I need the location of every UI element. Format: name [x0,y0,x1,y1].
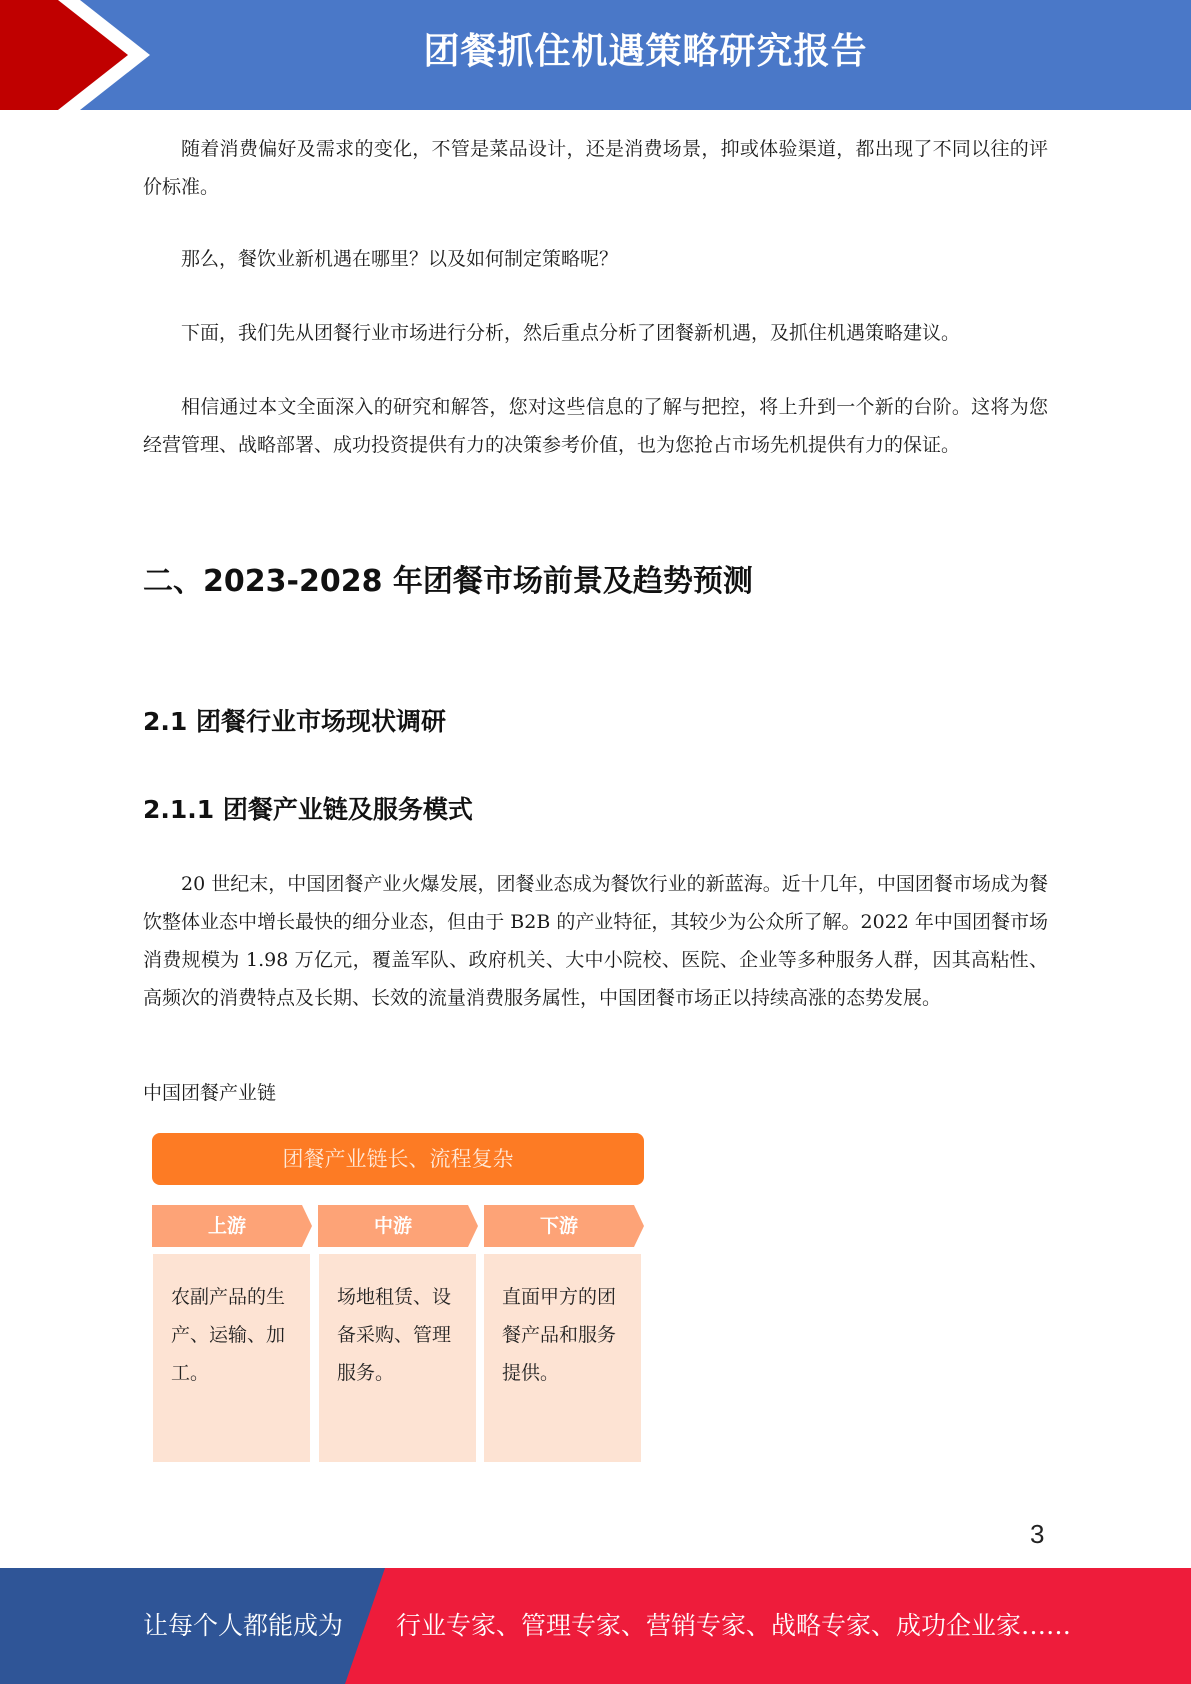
stage-description-downstream: 直面甲方的团餐产品和服务提供。 [484,1254,641,1462]
page-number: 3 [1030,1519,1045,1549]
intro-paragraph: 那么，餐饮业新机遇在哪里？以及如何制定策略呢？ [181,248,619,270]
footer-slogan-left: 让每个人都能成为 [143,1611,344,1640]
stage-tab-downstream [484,1205,644,1247]
intro-paragraph: 下面，我们先从团餐行业市场进行分析，然后重点分析了团餐新机遇，及抓住机遇策略建议。 [181,322,961,344]
stage-label: 中游 [373,1215,412,1237]
intro-paragraph: 随着消费偏好及需求的变化，不管是菜品设计，还是消费场景，抑或体验渠道，都出现了不同以往的评价标准。 [143,138,1048,198]
section-heading: 二、2023-2028 年团餐市场前景及趋势预测 [143,564,753,599]
section-paragraph: 20 世纪末，中国团餐产业火爆发展，团餐业态成为餐饮行业的新蓝海。近十几年，中国团餐市场成为餐饮整体业态中增长最快的细分业态，但由于 B2B 的产业特征，其较少为公众所了解。2022 年中国团餐市场消费规模为 1.98 万亿元，覆盖军队、政府机关、大中小院校、医院、企业等多种服务人群，因其高粘性、高频次的消费特点及长期、长效的流量消费服务属性，中国团餐市场正以持续高涨的态势发展。 [143,873,1048,1009]
stage-label: 下游 [539,1215,578,1237]
stage-label: 上游 [207,1215,246,1237]
stage-description-upstream: 农副产品的生产、运输、加工。 [153,1254,310,1462]
intro-text [143,130,1048,464]
diagram-banner: 团餐产业链长、流程复杂 [152,1133,644,1185]
page-footer [0,1568,1191,1684]
figure-caption: 中国团餐产业链 [143,1082,277,1104]
intro-paragraph: 相信通过本文全面深入的研究和解答，您对这些信息的了解与把控，将上升到一个新的台阶。这将为您经营管理、战略部署、成功投资提供有力的决策参考价值，也为您抢占市场先机提供有力的保证。 [143,396,1048,456]
stage-tab-upstream [152,1205,312,1247]
section-body [143,865,1048,1017]
footer-slogan-right: 行业专家、管理专家、营销专家、战略专家、成功企业家…… [396,1611,1072,1640]
subsection-heading: 2.1 团餐行业市场现状调研 [143,707,446,736]
stage-tab-midstream [318,1205,478,1247]
page-header [0,0,1191,110]
subsubsection-heading: 2.1.1 团餐产业链及服务模式 [143,795,473,824]
report-title: 团餐抓住机遇策略研究报告 [423,31,868,72]
industry-chain-diagram [152,1133,644,1463]
stage-description-midstream: 场地租赁、设备采购、管理服务。 [319,1254,476,1462]
